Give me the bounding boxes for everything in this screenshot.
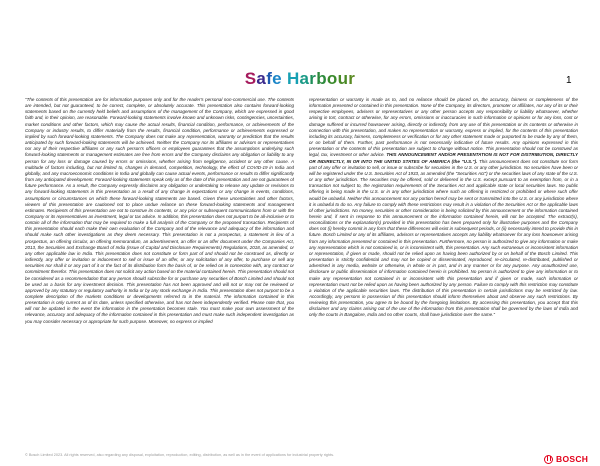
title-letter: a <box>256 69 267 88</box>
title-letter: e <box>272 69 282 88</box>
title-letter: f <box>266 69 273 88</box>
title-letter: u <box>337 69 349 88</box>
bosch-armature-icon <box>544 455 553 464</box>
title-letter: r <box>348 69 356 88</box>
title-letter: H <box>286 69 300 88</box>
title-letter: b <box>316 69 327 88</box>
disclaimer-right-column <box>309 97 578 443</box>
title-letter: r <box>309 69 317 88</box>
bosch-logo-text: BOSCH <box>556 454 589 464</box>
us-distribution-notice: THIS ANNOUNCEMENT AND/OR PRESENTATION IS NOT FOR DISTRIBUTION, DIRECTLY OR INDIRECTLY, IN OR INTO THE UNITED STATES OF AMERICA (the "U.S."). <box>309 152 578 164</box>
disclaimer-left-column: "The contents of this presentation are for information purposes only and for the reader's personal non-commercial use. The contents are intended, but not guaranteed, to be correct, complete, or absolutely accurate. This presentation also contains forward-looking statements based on the currently held beliefs and assumptions of the management of the Company, which are expressed in good faith and, in their opinion, are reasonable. Forward-looking statements involve known and unknown risks, contingencies, uncertainties, market conditions and other factors, which may cause the actual results, financial condition, performance, or achievements of the Company or industry results, to differ materially from the results, financial condition, performance or achievements expressed or implied by such forward-looking statements. The Company does not make any representation, warranty or prediction that the results anticipated by such forward-looking statements will be achieved. Neither the Company nor its affiliates or advisors or representatives nor any of their respective affiliates or any such person's officers or employees guarantees that the assumptions underlying such forward-looking statements or management estimates are free from errors and the Company disclaims any obligation or liability to any person for any loss or damage caused by errors or omissions, whether arising from negligence, accident or any other cause. A multitude of factors including, but not limited to, changes in demand, competition, technology, the effect of COVID-19 in India and globally, and any macroeconomic conditions in India and globally can cause actual events, performance or results to differ significantly from any anticipated development. Forward-looking statements speak only as of the date of this presentation and are not guarantees of future performance. As a result, the Company expressly disclaims any obligation or undertaking to release any update or revisions to any forward-looking statements in this presentation as a result of any change in expectations or any change in events, conditions, assumptions or circumstances on which these forward-looking statements are based. Given these uncertainties and other factors, viewers of this presentation are cautioned not to place undue reliance on these forward-looking statements and management estimates. Recipients of this presentation are not to construe its contents, or any prior or subsequent communications from or with the Company or its representatives as investment, legal or tax advice. In addition, this presentation does not purport to be all-inclusive or to contain all of the information that may be required to make a full analysis of the Company or the proposed transaction. Recipients of this presentation should each make their own evaluation of the Company and of the relevance and adequacy of the information and should make such other investigations as they deem necessary. This presentation is not a prospectus, a statement in lieu of a prospectus, an offering circular, an offering memorandum, an advertisement, an offer or an offer document under the Companies Act, 2013, the Securities and Exchange Board of India (Issue of Capital and Disclosure Requirements) Regulations, 2018, as amended, or any other applicable law in India. This presentation does not constitute or form part of and should not be construed as, directly or indirectly, any offer or invitation or inducement to sell or issue of an offer, or any solicitation of any offer, to purchase or sell any securities nor shall it or any part of it or the fact of its distribution form the basis of, or be relied on in connection with, any contract or commitment therefor. This presentation does not solicit any action based on the material contained herein. This presentation should not be considered as a recommendation that any person should subscribe for or purchase any securities of Bosch Limited and should not be used as a basis for any investment decision. This presentation has not been approved and will not or may not be reviewed or approved by any statutory or regulatory authority in India or by any stock exchange in India. This presentation does not purport to be a complete description of the markets conditions or developments referred to in the material. The information contained in this presentation is only current as of its date, unless specified otherwise, and has not been independently verified. Please note that, you will not be updated in the event the information in the presentation becomes stale. You must make your own assessment of the relevance, accuracy and adequacy of the information contained in this presentation and must make such independent investigation as you may consider necessary or appropriate for such purpose. Moreover, no express or implied <box>25 97 294 324</box>
page-number: 1 <box>566 75 572 86</box>
disclaimer-right-text-pre: representation or warranty is made as to, and no reliance should be placed on, the accuracy, fairness or completeness of the information presented or contained in this presentation. None of the Company, its directors, promoter or affiliates, nor any of its or their respective employees, advisers or representatives or any other person accepts any responsibility or liability whatsoever, whether arising in tort, contract or otherwise, for any errors, omissions or inaccuracies in such information or opinions or for any loss, cost or damage suffered or incurred howsoever arising, directly or indirectly, from any use of this presentation or its contents or otherwise in connection with this presentation, and makes no representation or warranty, express or implied, for the contents of this presentation including its accuracy, fairness, completeness or verification or for any other statement made or purported to be made by any of them, or on behalf of them. Further, past performance is not necessarily indicative of future results. Any opinions expressed in this presentation or the contents of this presentation are subject to change without notice. This presentation should not be construed as legal, tax, investment or other advice. <box>309 97 578 158</box>
copyright-footer: © Bosch Limited 2023. All rights reserved, also regarding any disposal, exploitation, reproduction, editing, distribution, as well as in the event of applications for industrial property rights. <box>25 453 335 457</box>
title-letter: o <box>326 69 338 88</box>
title-letter: a <box>299 69 310 88</box>
disclaimer-right-text-post: This announcement does not constitute nor form part of any offer or invitation to sell, or issue or subscribe for securities in the U.S. or any other jurisdiction. No securities have been or will be registered under the U.S. Securities Act of 1933, as amended (the "Securities Act") or the securities laws of any state of the U.S. or any other jurisdiction. The securities may be offered, sold or delivered in the U.S. except pursuant to an exemption from, or in a transaction not subject to, the registration requirements of the Securities Act and applicable state or local securities laws. No public offering is being made in the U.S. or in any other jurisdiction where such an offering is restricted or prohibited or where such offer would be unlawful. Neither this announcement nor any portion hereof may be sent or transmitted into the U.S. or any jurisdiction where it is unlawful to do so. Any failure to comply with these restrictions may result in a violation of the Securities Act or the applicable laws of other jurisdictions. No money, securities or other consideration is being solicited by this announcement or the information contained herein and, if sent in response to this announcement or the information contained herein, will not be accepted. The extract(s), reconciliations or the explanation(s) provided in this presentation has been prepared only for illustrative purposes and the Company does not (i) hereby commit in any form that these differences will exist in subsequent periods, or (ii) necessarily intend to provide this in future. Bosch Limited or any of its affiliates, advisors or representatives accepts any liability whatsoever for any loss howsoever arising from any information presented or contained in this presentation. Furthermore, no person is authorized to give any information or make any representation which is not contained in, or is inconsistent with, this presentation. Any such extraneous or inconsistent information or representation, if given or made, should not be relied upon as having been authorized by or on behalf of the Bosch Limited. This presentation is strictly confidential and may not be copied or disseminated, reproduced, re-circulated, re-distributed, published or advertised in any media, website or otherwise, in whole or in part, and in any manner or for any purpose. Any unauthorized use, disclosure or public dissemination of information contained herein is prohibited. No person is authorized to give any information or to make any representation not contained in or inconsistent with this presentation and if given or made, such information or representation must not be relied upon as having been authorized by any person. Failure to comply with this restriction may constitute a violation of the applicable securities laws. The distribution of this presentation in certain jurisdictions may be restricted by law. Accordingly, any persons in possession of this presentation should inform themselves about and observe any such restrictions. By reviewing this presentation, you agree to be bound by the foregoing limitations. By accessing this presentation, you accept that this disclaimer and any claims arising out of the use of the information from this presentation shall be governed by the laws of India and only the courts in Bangalore, India and no other courts, shall have jurisdiction over the same." <box>309 158 578 318</box>
page-title <box>0 69 600 89</box>
title-letter: S <box>244 69 257 88</box>
